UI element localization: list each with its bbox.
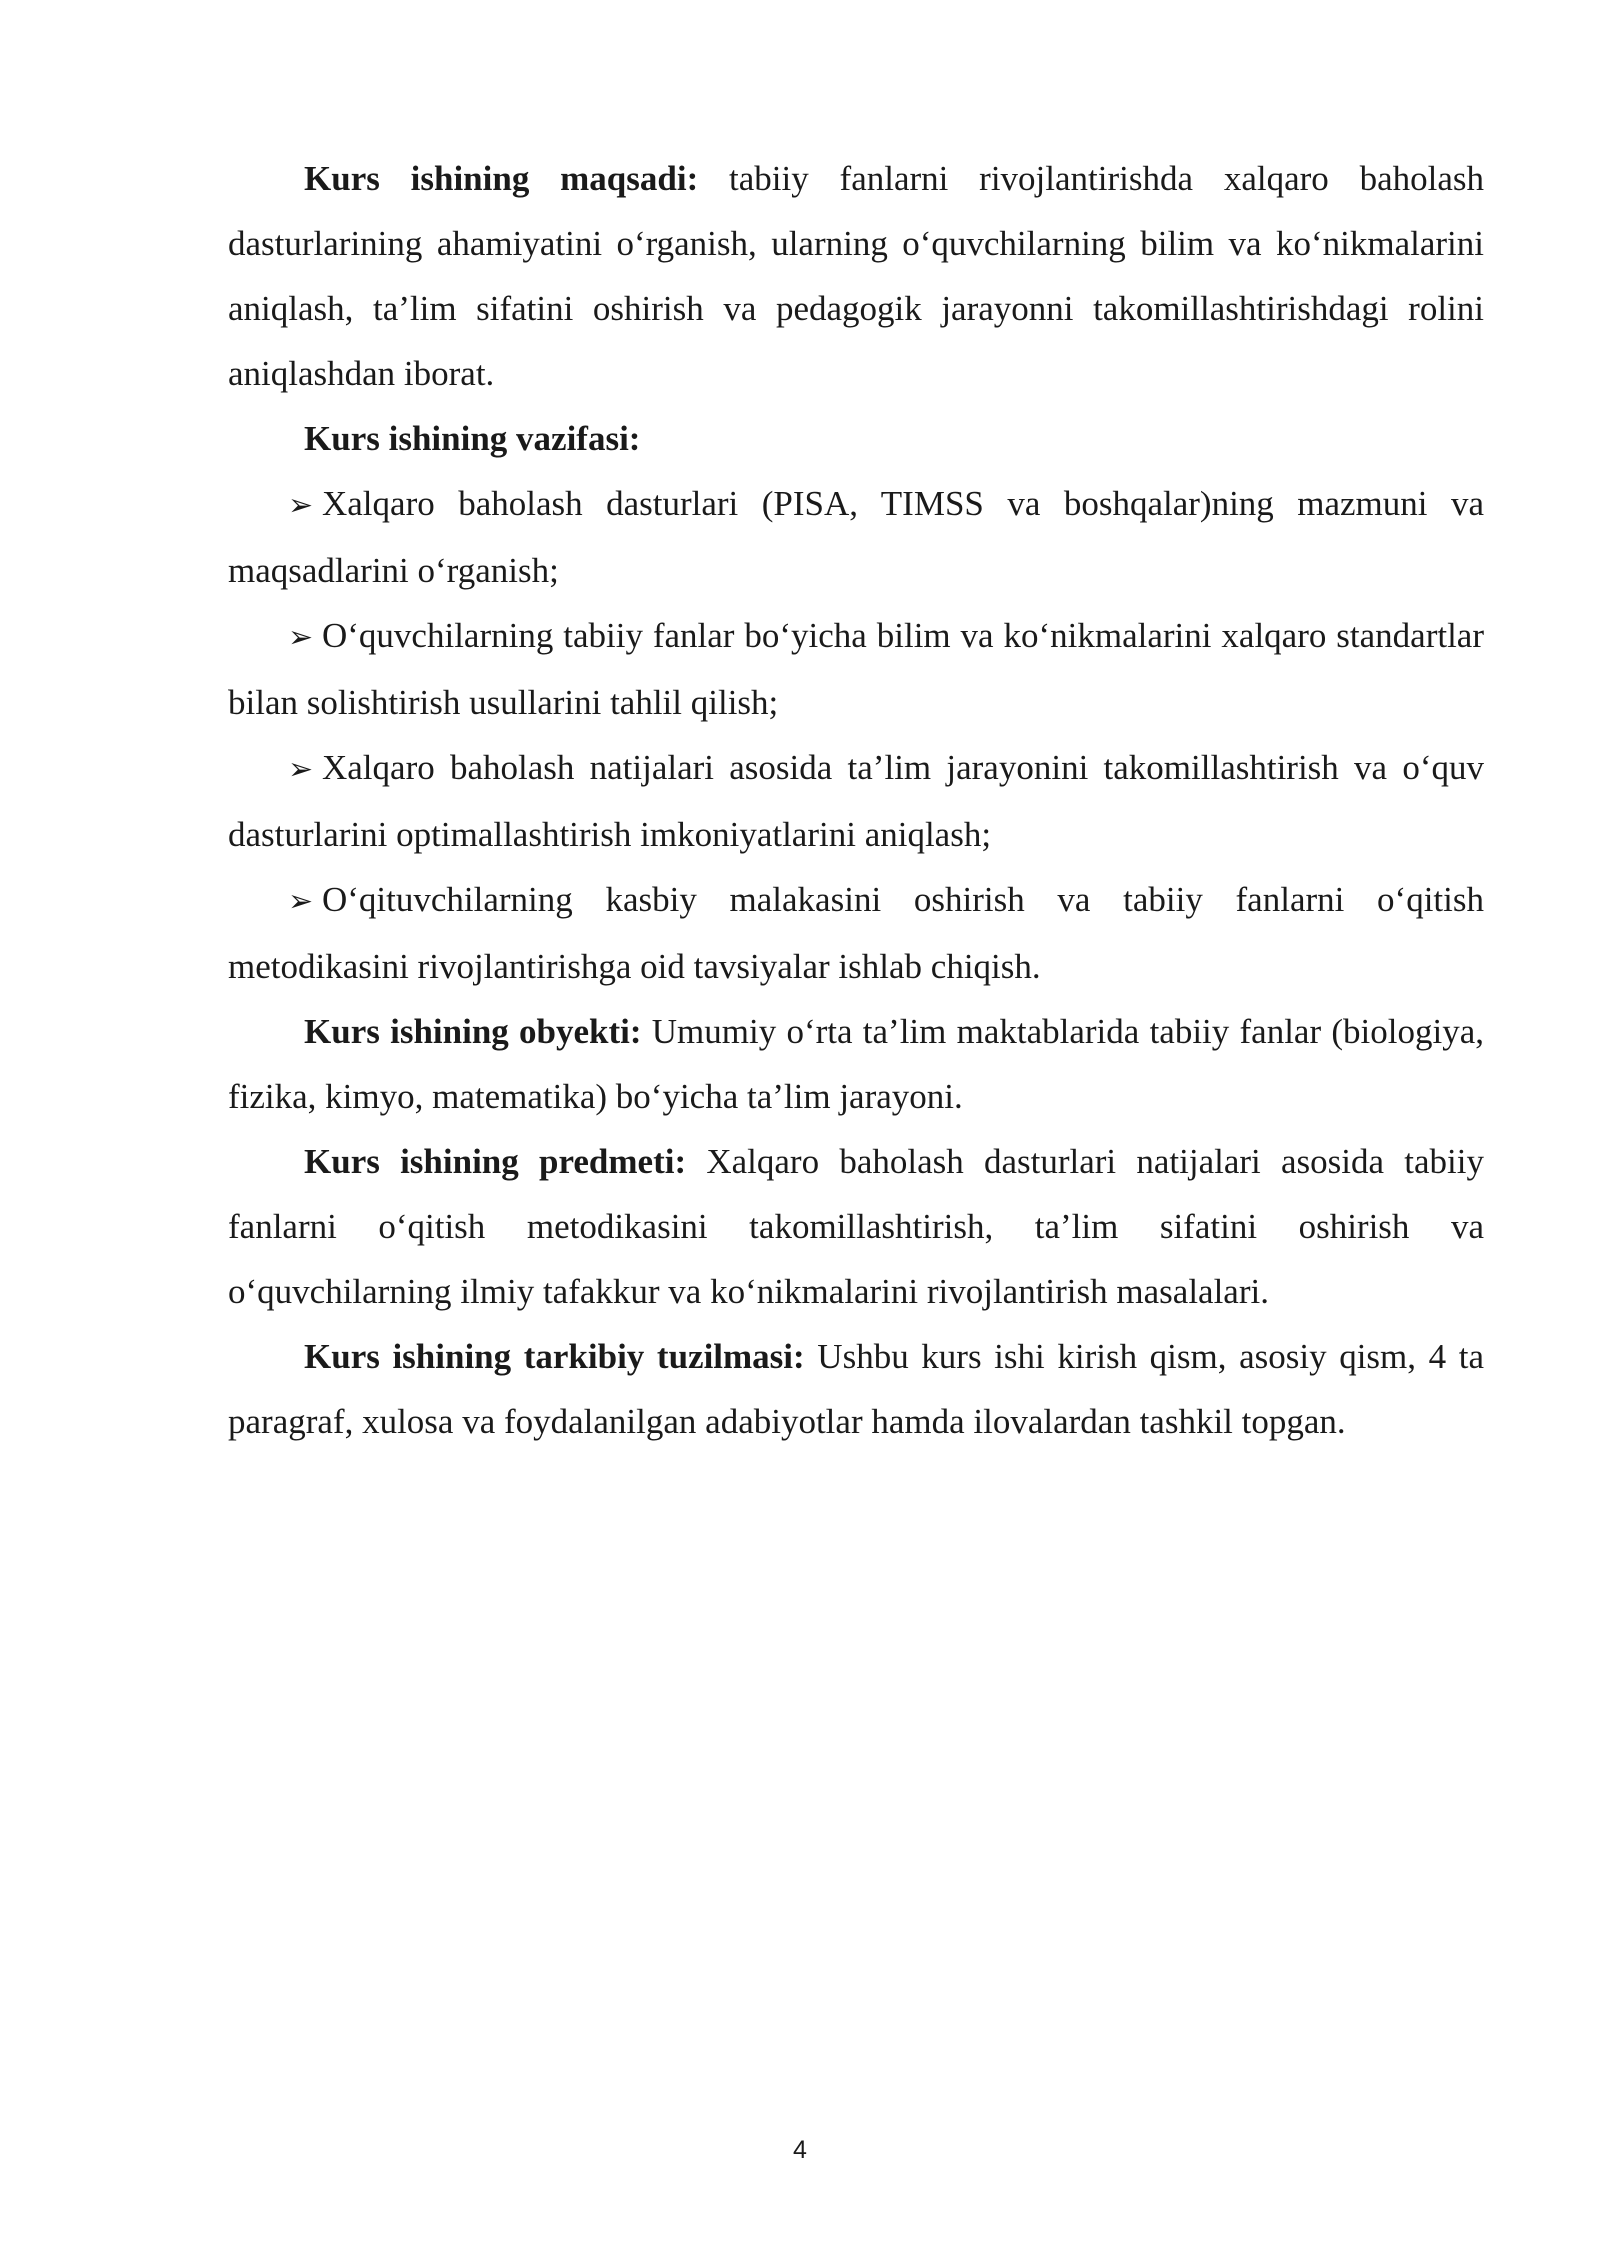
heading-maqsadi: Kurs ishining maqsadi: (304, 159, 699, 198)
arrow-bullet-icon: ➢ (288, 620, 314, 655)
heading-obyekti: Kurs ishining obyekti: (304, 1012, 642, 1051)
text-tuzilmasi: Ushbu kurs ishi kirish qism, asosiy qism, 4 ta paragraf, xulosa va foydalanilgan adabiyotlar hamda ilovalardan tashkil topgan. (228, 1337, 1484, 1441)
text-predmeti: Xalqaro baholash dasturlari natijalari asosida tabiiy fanlarni o‘qitish metodikasini takomillashtirish, ta’lim sifatini oshirish va o‘quvchilarning ilmiy tafakkur va ko‘nikmalarini rivojlantirish masalalari. (228, 1142, 1484, 1311)
list-item-text: Xalqaro baholash dasturlari (PISA, TIMSS va boshqalar)ning mazmuni va maqsadlarini o‘rganish; (228, 484, 1484, 590)
arrow-bullet-icon: ➢ (288, 884, 314, 919)
list-item (228, 867, 1484, 999)
page-body (228, 146, 1484, 1454)
heading-predmeti: Kurs ishining predmeti: (304, 1142, 687, 1181)
list-item (228, 471, 1484, 603)
list-item-text: Xalqaro baholash natijalari asosida ta’lim jarayonini takomillashtirish va o‘quv dasturlarini optimallashtirish imkoniyatlarini aniqlash; (228, 748, 1484, 854)
text-maqsadi: tabiiy fanlarni rivojlantirishda xalqaro baholash dasturlarining ahamiyatini o‘rganish, ularning o‘quvchilarning bilim va ko‘nikmalarini aniqlash, ta’lim sifatini oshirish va pedagogik jarayonni takomillashtirishdagi rolini aniqlashdan iborat. (228, 159, 1484, 393)
paragraph-vazifasi (228, 406, 1484, 471)
page-number: 4 (793, 2136, 807, 2164)
list-item-text: O‘qituvchilarning kasbiy malakasini oshirish va tabiiy fanlarni o‘qitish metodikasini rivojlantirishga oid tavsiyalar ishlab chiqish. (228, 880, 1484, 986)
list-item-text: O‘quvchilarning tabiiy fanlar bo‘yicha bilim va ko‘nikmalarini xalqaro standartlar bilan solishtirish usullarini tahlil qilish; (228, 616, 1484, 722)
arrow-bullet-icon: ➢ (288, 752, 314, 787)
heading-tuzilmasi: Kurs ishining tarkibiy tuzilmasi: (304, 1337, 805, 1376)
heading-vazifasi: Kurs ishining vazifasi: (304, 419, 641, 458)
text-obyekti: Umumiy o‘rta ta’lim maktablarida tabiiy fanlar (biologiya, fizika, kimyo, matematika) bo‘yicha ta’lim jarayoni. (228, 1012, 1484, 1116)
paragraph-tuzilmasi (228, 1324, 1484, 1454)
paragraph-maqsadi (228, 146, 1484, 406)
list-item (228, 603, 1484, 735)
list-item (228, 735, 1484, 867)
paragraph-obyekti (228, 999, 1484, 1129)
paragraph-predmeti (228, 1129, 1484, 1324)
arrow-bullet-icon: ➢ (288, 488, 314, 523)
